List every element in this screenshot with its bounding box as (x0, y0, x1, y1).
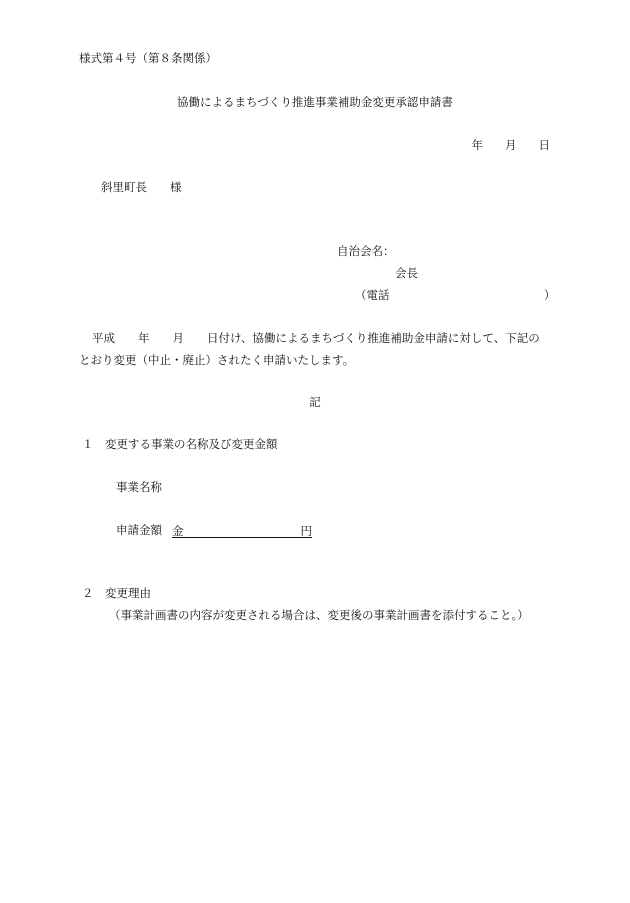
date-month-label: 月 (505, 138, 517, 152)
date-day-label: 日 (538, 138, 550, 152)
amount-label: 申請金額 (116, 523, 162, 537)
phone-label: （電話 (355, 288, 390, 302)
section-2-note: （事業計画書の内容が変更される場合は、変更後の事業計画書を添付すること。） (109, 608, 529, 622)
amount-prefix: 金 (172, 524, 184, 538)
date-year-label: 年 (471, 138, 483, 152)
addressee: 斜里町長 様 (101, 180, 182, 194)
section-2-heading: ２ 変更理由 (82, 586, 151, 600)
date-line (472, 138, 551, 152)
body-text-line-1: 平成 年 月 日付け、協働によるまちづくり推進補助金申請に対して、下記の (92, 331, 540, 345)
project-name-label: 事業名称 (116, 480, 162, 494)
ki-heading: 記 (309, 395, 321, 409)
amount-field (172, 523, 312, 538)
association-name-label: 自治会名： (337, 244, 395, 258)
phone-close-paren: ） (544, 288, 556, 302)
form-number: 様式第４号（第８条関係） (79, 51, 217, 65)
section-1-heading: １ 変更する事業の名称及び変更金額 (82, 437, 278, 451)
body-text-line-2: とおり変更（中止・廃止）されたく申請いたします。 (79, 353, 355, 367)
document-title: 協働によるまちづくり推進事業補助金変更承認申請書 (177, 95, 453, 109)
president-label: 会長 (395, 266, 418, 280)
amount-suffix: 円 (300, 524, 312, 538)
